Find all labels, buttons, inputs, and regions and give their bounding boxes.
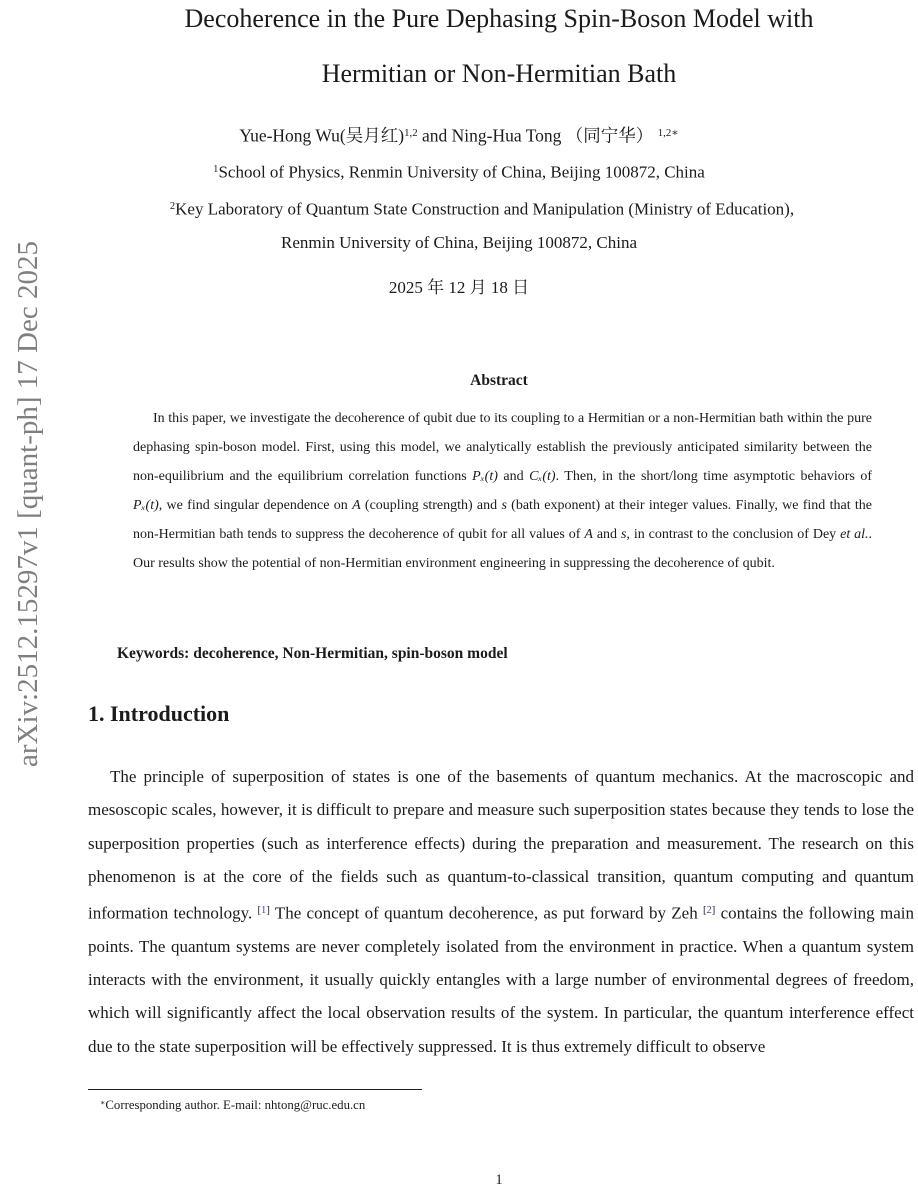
text-segment: . Then, in the short/long time asymptotic behaviors of (555, 469, 872, 484)
text-segment: 1 (261, 904, 267, 916)
introduction-paragraph (88, 760, 914, 1063)
page-number: 1 (495, 1172, 503, 1188)
text-segment: 1,2∗ (657, 127, 679, 139)
text-segment: A (584, 527, 593, 542)
paper-title-line1: Decoherence in the Pure Dephasing Spin-Boson Model with (184, 4, 814, 33)
text-segment: Pₓ(t) (133, 498, 159, 513)
affiliation-1 (45, 155, 873, 185)
text-segment: (coupling strength) and (360, 498, 502, 513)
paper-title (85, 0, 913, 101)
text-segment: s (620, 527, 627, 542)
text-segment: [ (257, 904, 262, 916)
text-segment: The principle of superposition of states is one of the basements of quantum mechanics. At the macroscopic and mesoscopic scales, however, it is difficult to prepare and measure such superposition states because they tends to lose the superposition properties (such as interference effects) during the preparation and measurement. The research on this phenomenon is at the core of the fields such as quantum-to-classical transition, quantum computing and quantum information technology. (88, 767, 914, 923)
text-segment: 1,2 (404, 127, 418, 139)
text-segment: A (352, 498, 361, 513)
corresponding-author-footnote (88, 1093, 820, 1115)
abstract-heading: Abstract (470, 372, 528, 389)
text-segment: and Ning-Hua Tong （同宁华） (417, 125, 658, 146)
keywords-line: Keywords: decoherence, Non-Hermitian, spin-boson model (117, 645, 508, 662)
text-segment: The concept of quantum decoherence, as put forward by Zeh (269, 903, 703, 923)
text-segment: contains the following main points. The quantum systems are never completely isolated from the environment in practice. When a quantum system interacts with the environment, it usually quickly entangles with a large number of environmental degrees of freedom, which will significantly affect the local observation results of the system. In particular, the quantum interference effect due to the state superposition will be effectively suppressed. It is thus extremely difficult to observe (88, 903, 914, 1056)
abstract-body (133, 404, 872, 578)
text-segment: , in contrast to the conclusion of Dey (626, 527, 841, 542)
text-segment: Corresponding author. E-mail: nhtong@ruc.edu.cn (105, 1098, 366, 1113)
affiliation-2-line1 (45, 192, 918, 222)
text-segment: and (497, 469, 530, 484)
arxiv-stamp: arXiv:2512.15297v1 [quant-ph] 17 Dec 2025 (12, 241, 44, 767)
paper-title-line2: Hermitian or Non-Hermitian Bath (321, 59, 677, 88)
text-segment: ∗ (100, 1098, 106, 1107)
text-segment: 1 (213, 164, 219, 175)
text-segment: In this paper, we investigate the decoherence of qubit due to its coupling to a Hermitian or a non-Hermitian bath within the pure dephasing spin-boson model. First, using this model, we analytically establish the previously anticipated similarity between the non-equilibrium and the equilibrium correlation functions (133, 411, 872, 484)
text-segment: , we find singular dependence on (158, 498, 353, 513)
text-segment: (bath exponent) at their integer values. Finally, we find that the non-Hermitian bath tends to suppress the decoherence of qubit for all values of (133, 498, 872, 542)
text-segment: s (501, 498, 507, 513)
text-segment: et al. (840, 527, 869, 542)
text-segment: Cₓ(t) (529, 469, 556, 484)
paper-date: 2025 年 12 月 18 日 (388, 278, 530, 297)
text-segment: School of Physics, Renmin University of China, Beijing 100872, China (218, 162, 705, 182)
footnote-rule (88, 1089, 422, 1090)
text-segment: Yue-Hong Wu(吴月红) (239, 125, 405, 146)
text-segment: and (592, 527, 621, 542)
text-segment: . Our results show the potential of non-Hermitian environment engineering in suppressing the decoherence of qubit. (133, 527, 873, 571)
text-segment: 2 (169, 201, 176, 212)
authors-line (45, 118, 873, 148)
text-segment: 2 (706, 904, 712, 916)
text-segment: ] (711, 904, 716, 916)
affiliation-2-line2: Renmin University of China, Beijing 100872, China (280, 233, 638, 252)
text-segment: Pₓ(t) (472, 469, 498, 484)
text-segment: Key Laboratory of Quantum State Construction and Manipulation (Ministry of Education), (175, 199, 795, 219)
text-segment: [ (702, 904, 707, 916)
section-heading-introduction: 1. Introduction (88, 701, 230, 726)
text-segment: ] (266, 904, 270, 916)
